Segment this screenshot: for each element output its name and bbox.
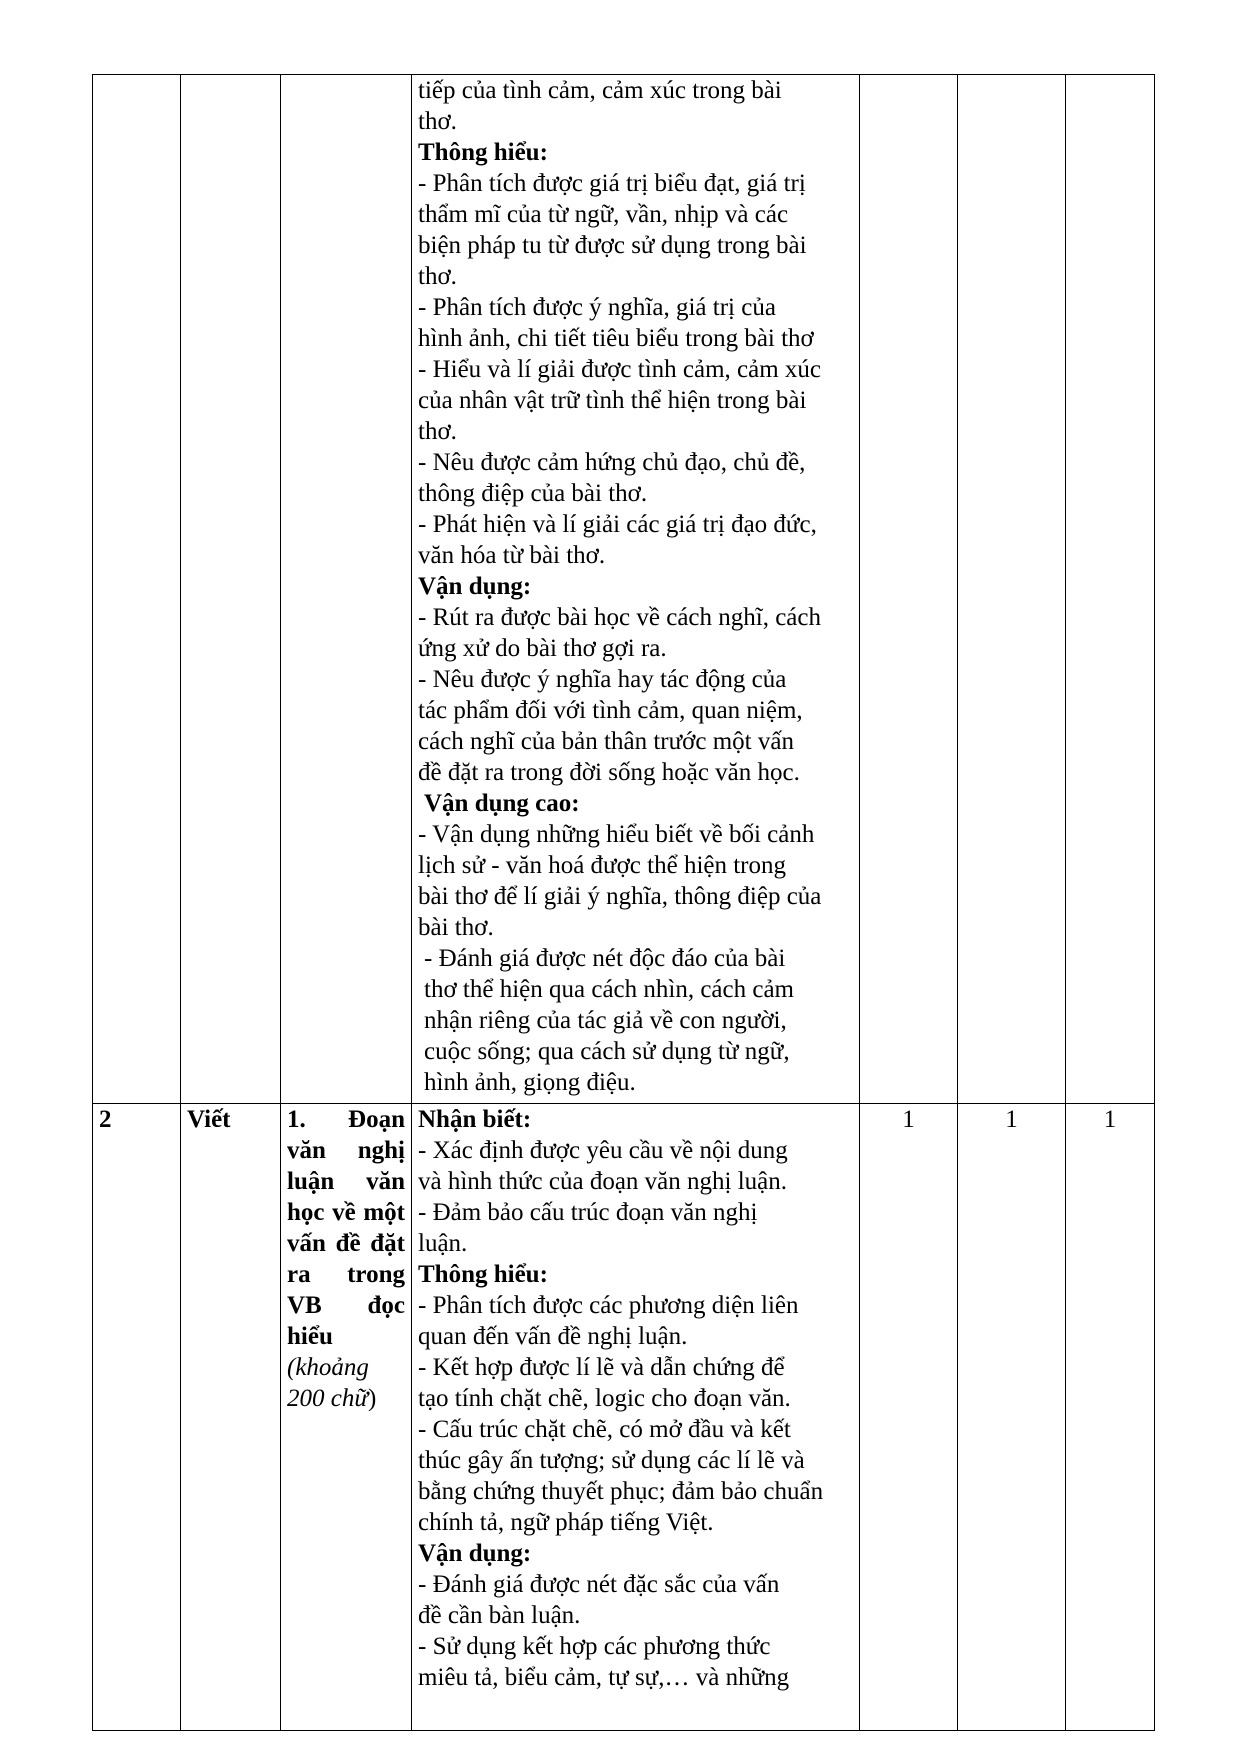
skill-value: Viết: [187, 1106, 231, 1133]
content-line: văn hóa từ bài thơ.: [418, 542, 606, 569]
content-line: thúc gây ấn tượng; sử dụng các lí lẽ và: [418, 1447, 805, 1474]
count-value: 1: [1005, 1106, 1018, 1133]
unit-title: 1. Đoạn văn nghị luận văn học về một vấn đề đặt ra trong VB đọc hiểu: [287, 1106, 405, 1350]
skill-cell: [181, 1104, 281, 1731]
stt-cell: [93, 75, 181, 1104]
content-line: - Cấu trúc chặt chẽ, có mở đầu và kết: [418, 1416, 791, 1443]
content-line: bằng chứng thuyết phục; đảm bảo chuẩn: [418, 1478, 824, 1505]
content-line: tác phẩm đối với tình cảm, quan niệm,: [418, 697, 803, 724]
stt-cell: [93, 1104, 181, 1731]
content-line: thơ.: [418, 263, 457, 290]
count-cell: [958, 1104, 1066, 1731]
content-line: - Nêu được cảm hứng chủ đạo, chủ đề,: [418, 449, 806, 476]
count-cell: [860, 1104, 958, 1731]
content-line: đề đặt ra trong đời sống hoặc văn học.: [418, 759, 800, 786]
count-cell: [860, 75, 958, 1104]
level-heading: Thông hiểu:: [418, 1261, 548, 1288]
content-line: quan đến vấn đề nghị luận.: [418, 1323, 688, 1350]
specification-table: [92, 74, 1155, 1731]
content-line: chính tả, ngữ pháp tiếng Việt.: [418, 1509, 714, 1536]
level-heading: Vận dụng:: [418, 1540, 532, 1567]
content-line: - Đánh giá được nét độc đáo của bài: [424, 945, 786, 972]
content-line: tiếp của tình cảm, cảm xúc trong bài: [418, 77, 782, 104]
content-line: nhận riêng của tác giả về con người,: [424, 1007, 787, 1034]
content-lines: [418, 75, 853, 1098]
table-row: [93, 75, 1155, 1104]
content-line: và hình thức của đoạn văn nghị luận.: [418, 1168, 788, 1195]
content-line: đề cần bàn luận.: [418, 1602, 581, 1629]
content-line: - Hiểu và lí giải được tình cảm, cảm xúc: [418, 356, 822, 383]
table-row: [93, 1104, 1155, 1731]
content-line: - Sử dụng kết hợp các phương thức: [418, 1633, 771, 1660]
content-line: thơ.: [418, 108, 457, 135]
content-line: cách nghĩ của bản thân trước một vấn: [418, 728, 794, 755]
level-heading: Vận dụng:: [418, 573, 532, 600]
content-line: của nhân vật trữ tình thể hiện trong bài: [418, 387, 807, 414]
level-heading: Thông hiểu:: [418, 139, 548, 166]
content-line: - Nêu được ý nghĩa hay tác động của: [418, 666, 787, 693]
unit-cell: [281, 1104, 412, 1731]
content-line: - Đảm bảo cấu trúc đoạn văn nghị: [418, 1199, 758, 1226]
skill-cell: [181, 75, 281, 1104]
content-line: bài thơ để lí giải ý nghĩa, thông điệp của: [418, 883, 822, 910]
count-value: 1: [1103, 1106, 1117, 1133]
content-line: cuộc sống; qua cách sử dụng từ ngữ,: [424, 1038, 790, 1065]
count-cell: [1066, 75, 1155, 1104]
content-line: ứng xử do bài thơ gợi ra.: [418, 635, 667, 662]
content-line: - Xác định được yêu cầu về nội dung: [418, 1137, 788, 1164]
unit-cell: [281, 75, 412, 1104]
count-cell: [1066, 1104, 1155, 1731]
content-line: biện pháp tu từ được sử dụng trong bài: [418, 232, 807, 259]
level-heading: Nhận biết:: [418, 1106, 532, 1133]
stt-value: 2: [99, 1106, 112, 1133]
content-line: thẩm mĩ của từ ngữ, vần, nhịp và các: [418, 201, 789, 228]
content-line: - Vận dụng những hiểu biết về bối cảnh: [418, 821, 815, 848]
count-cell: [958, 75, 1066, 1104]
content-line: thơ.: [418, 418, 457, 445]
content-line: hình ảnh, chi tiết tiêu biểu trong bài thơ: [418, 325, 814, 352]
content-line: - Phân tích được giá trị biểu đạt, giá trị: [418, 170, 806, 197]
content-line: bài thơ.: [418, 914, 494, 941]
content-lines: [418, 1104, 853, 1693]
count-value: 1: [902, 1106, 915, 1133]
content-line: miêu tả, biểu cảm, tự sự,… và những: [418, 1664, 790, 1691]
unit-note: (khoảng 200 chữ: [287, 1354, 369, 1412]
content-line: - Kết hợp được lí lẽ và dẫn chứng để: [418, 1354, 785, 1381]
content-line: luận.: [418, 1230, 468, 1257]
content-line: hình ảnh, giọng điệu.: [424, 1069, 636, 1096]
content-line: - Phát hiện và lí giải các giá trị đạo đức,: [418, 511, 817, 538]
content-line: - Đánh giá được nét đặc sắc của vấn: [418, 1571, 780, 1598]
content-cell: [412, 75, 860, 1104]
content-line: tạo tính chặt chẽ, logic cho đoạn văn.: [418, 1385, 791, 1412]
level-heading: Vận dụng cao:: [424, 790, 580, 817]
content-cell: [412, 1104, 860, 1731]
content-line: - Phân tích được các phương diện liên: [418, 1292, 799, 1319]
unit-length-note: [287, 1352, 405, 1414]
unit-note-close: ): [367, 1385, 377, 1412]
content-line: - Phân tích được ý nghĩa, giá trị của: [418, 294, 776, 321]
content-line: thơ thể hiện qua cách nhìn, cách cảm: [424, 976, 795, 1003]
content-line: thông điệp của bài thơ.: [418, 480, 648, 507]
content-line: - Rút ra được bài học về cách nghĩ, cách: [418, 604, 821, 631]
content-line: lịch sử - văn hoá được thể hiện trong: [418, 852, 787, 879]
